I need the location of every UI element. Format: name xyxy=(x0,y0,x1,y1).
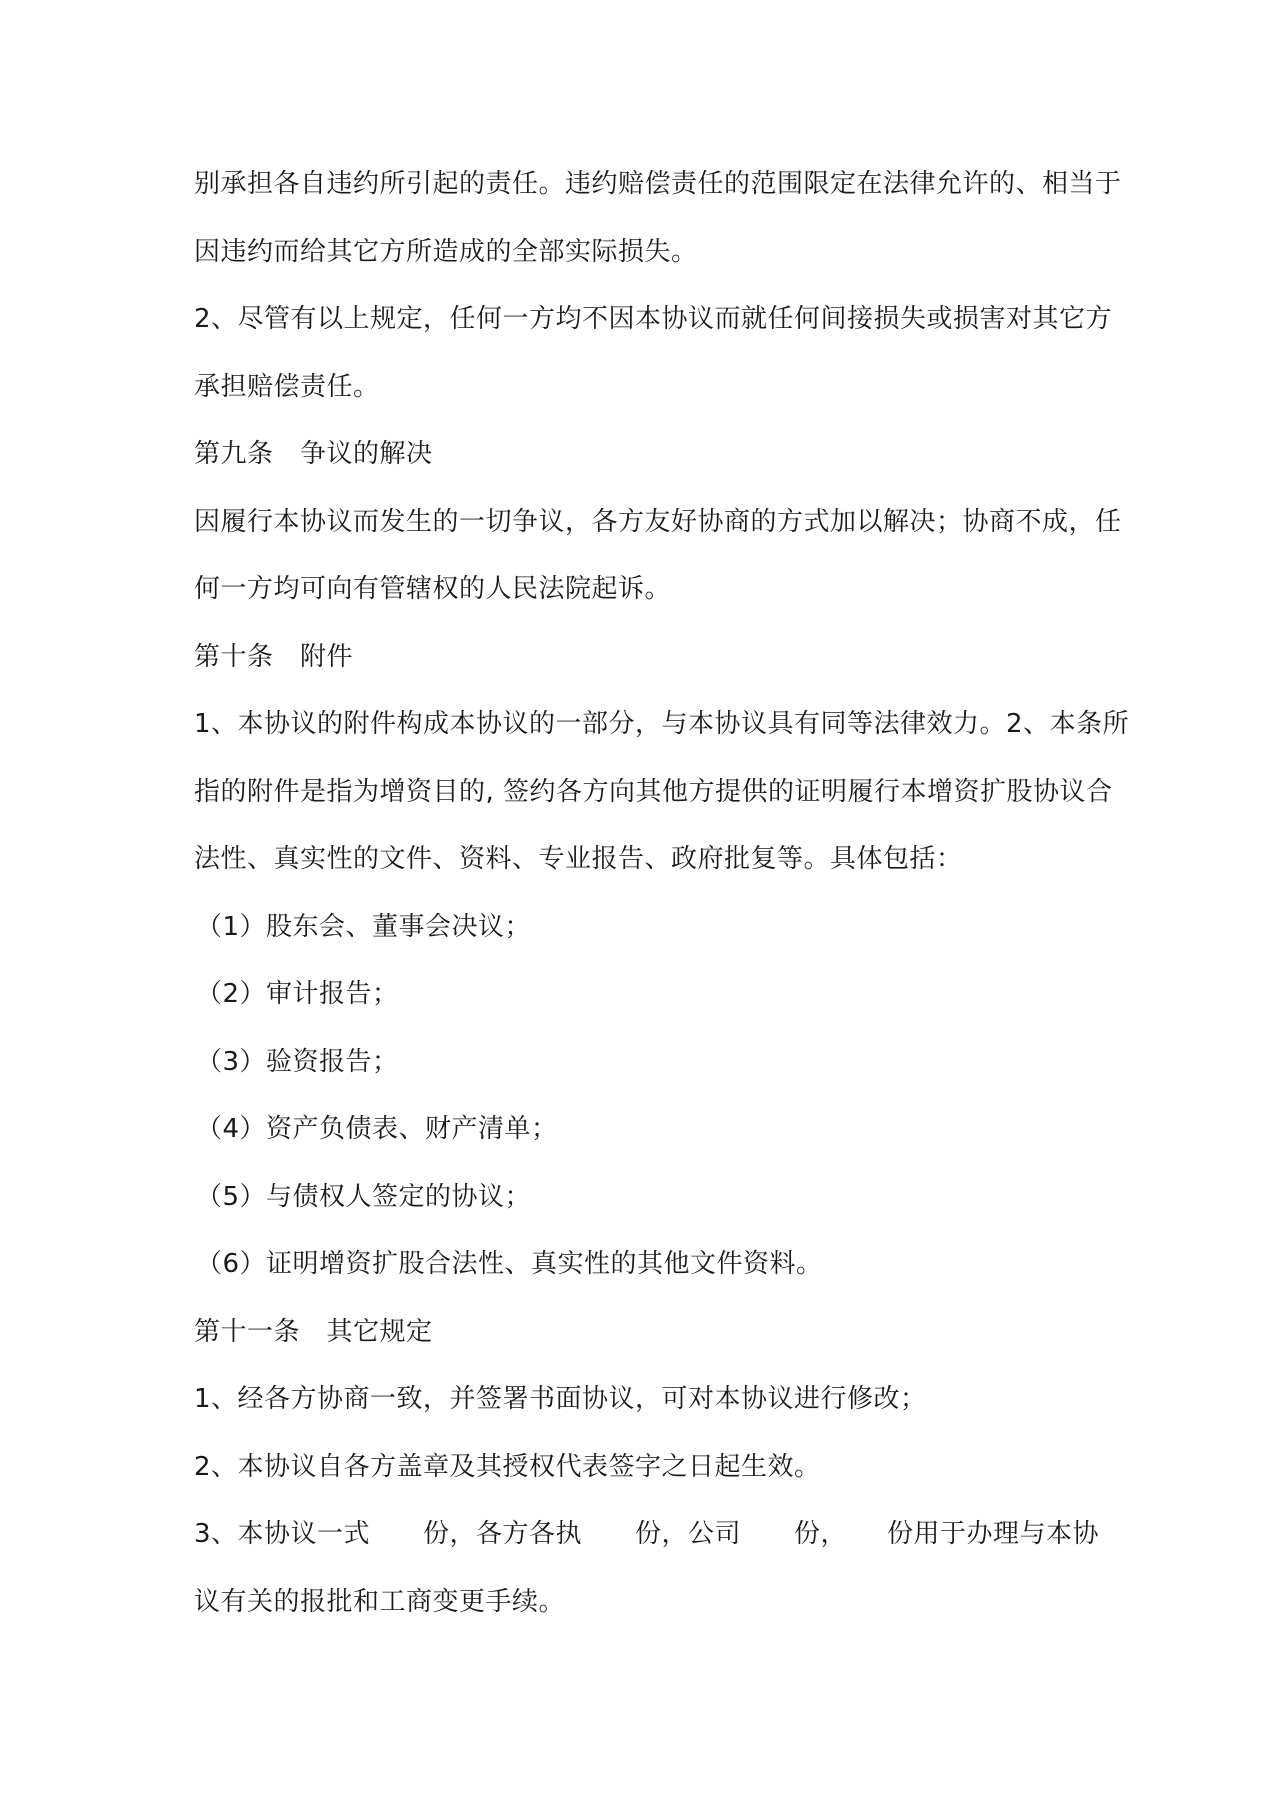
paragraph-line: 别承担各自违约所引起的责任。违约赔偿责任的范围限定在法律允许的、相当于 xyxy=(194,169,1122,199)
article-heading: 第九条 争议的解决 xyxy=(194,439,433,469)
list-item: （4）资产负债表、财产清单； xyxy=(196,1114,558,1144)
paragraph-line: 3、本协议一式 份，各方各执 份，公司 份， 份用于办理与本协 xyxy=(194,1519,1100,1549)
paragraph-line: 2、尽管有以上规定，任何一方均不因本协议而就任何间接损失或损害对其它方 xyxy=(194,304,1113,334)
paragraph-line: 因违约而给其它方所造成的全部实际损失。 xyxy=(194,236,698,267)
list-item: （2）审计报告； xyxy=(196,979,399,1009)
paragraph-line: 何一方均可向有管辖权的人民法院起诉。 xyxy=(194,574,672,604)
list-item: （5）与债权人签定的协议； xyxy=(196,1181,532,1212)
paragraph-line: 1、经各方协商一致，并签署书面协议，可对本协议进行修改； xyxy=(194,1384,927,1414)
paragraph-line: 法性、真实性的文件、资料、专业报告、政府批复等。具体包括： xyxy=(194,844,963,874)
paragraph-line: 2、本协议自各方盖章及其授权代表签字之日起生效。 xyxy=(194,1451,821,1482)
list-item: （6）证明增资扩股合法性、真实性的其他文件资料。 xyxy=(196,1249,823,1279)
list-item: （1）股东会、董事会决议； xyxy=(196,911,532,942)
paragraph-line: 议有关的报批和工商变更手续。 xyxy=(194,1586,566,1617)
paragraph-line: 因履行本协议而发生的一切争议，各方友好协商的方式加以解决；协商不成，任 xyxy=(194,506,1122,537)
article-heading: 第十条 附件 xyxy=(194,641,354,672)
document-body xyxy=(194,167,1130,1652)
paragraph-line: 承担赔偿责任。 xyxy=(194,371,380,402)
paragraph-line: 1、本协议的附件构成本协议的一部分，与本协议具有同等法律效力。2、本条所 xyxy=(194,709,1130,739)
article-heading: 第十一条 其它规定 xyxy=(194,1316,433,1347)
paragraph-line: 指的附件是指为增资目的, 签约各方向其他方提供的证明履行本增资扩股协议合 xyxy=(194,776,1113,807)
list-item: （3）验资报告； xyxy=(196,1046,399,1077)
